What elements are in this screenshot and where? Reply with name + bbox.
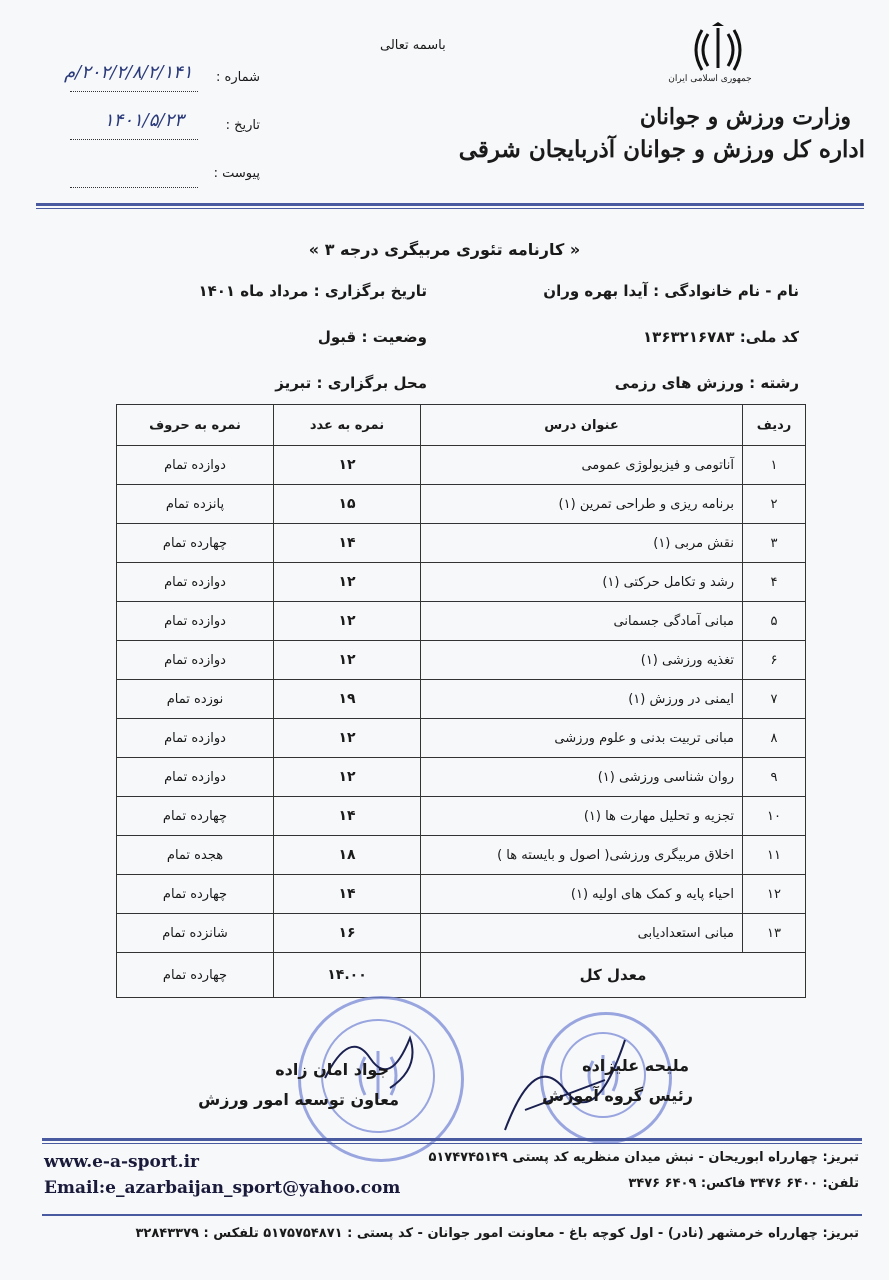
row-course: اخلاق مربیگری ورزشی( اصول و بایسته ها ) — [421, 836, 743, 875]
row-course: مبانی تربیت بدنی و علوم ورزشی — [421, 719, 743, 758]
footer-divider-thin — [42, 1143, 862, 1144]
date-label: تاریخ : — [225, 118, 260, 133]
row-numeric-grade: ۱۲ — [274, 602, 421, 641]
row-index: ۸ — [743, 719, 806, 758]
table-row — [117, 914, 806, 953]
row-index: ۲ — [743, 485, 806, 524]
row-words-grade: دوازده تمام — [117, 719, 274, 758]
row-words-grade: چهارده تمام — [117, 524, 274, 563]
row-numeric-grade: ۱۴ — [274, 797, 421, 836]
attachment-label: پیوست : — [213, 166, 260, 181]
row-numeric-grade: ۱۲ — [274, 758, 421, 797]
table-row — [117, 680, 806, 719]
footer-address-1: تبریز: چهارراه ابوریحان - نبش میدان منظریه کد پستی ۵۱۷۴۷۴۵۱۴۹ — [428, 1150, 859, 1165]
row-index: ۵ — [743, 602, 806, 641]
bismillah-text: باسمه تعالی — [380, 38, 446, 53]
status: وضعیت : قبول — [317, 328, 427, 346]
holding-date: تاریخ برگزاری : مرداد ماه ۱۴۰۱ — [198, 282, 427, 300]
row-words-grade: دوازده تمام — [117, 563, 274, 602]
row-numeric-grade: ۱۶ — [274, 914, 421, 953]
row-course: آناتومی و فیزیولوژی عمومی — [421, 446, 743, 485]
letter-number — [40, 62, 260, 94]
row-words-grade: دوازده تمام — [117, 446, 274, 485]
row-course: تغذیه ورزشی (۱) — [421, 641, 743, 680]
number-label: شماره : — [216, 70, 260, 85]
number-line — [70, 91, 198, 92]
table-header-row — [117, 405, 806, 446]
table-row — [117, 563, 806, 602]
row-words-grade: دوازده تمام — [117, 602, 274, 641]
row-index: ۳ — [743, 524, 806, 563]
row-words-grade: دوازده تمام — [117, 758, 274, 797]
row-index: ۴ — [743, 563, 806, 602]
row-numeric-grade: ۱۴ — [274, 524, 421, 563]
row-numeric-grade: ۱۲ — [274, 641, 421, 680]
row-course: برنامه ریزی و طراحی تمرین (۱) — [421, 485, 743, 524]
signature-scribble-left-icon — [320, 1018, 430, 1098]
average-words: چهارده تمام — [117, 953, 274, 998]
row-words-grade: هجده تمام — [117, 836, 274, 875]
ministry-title: وزارت ورزش و جوانان — [639, 104, 851, 130]
footer-divider — [42, 1138, 862, 1141]
table-row — [117, 446, 806, 485]
row-numeric-grade: ۱۴ — [274, 875, 421, 914]
row-words-grade: چهارده تمام — [117, 875, 274, 914]
table-row — [117, 758, 806, 797]
header-course: عنوان درس — [421, 405, 743, 446]
sport-field: رشته : ورزش های رزمی — [614, 374, 799, 392]
row-course: نقش مربی (۱) — [421, 524, 743, 563]
row-words-grade: دوازده تمام — [117, 641, 274, 680]
letter-date — [40, 110, 260, 142]
header-divider-thin — [36, 208, 864, 209]
signature-scribble-right-icon — [495, 1030, 635, 1140]
date-line — [70, 139, 198, 140]
location: محل برگزاری : تبریز — [275, 374, 427, 392]
row-index: ۱۰ — [743, 797, 806, 836]
row-words-grade: چهارده تمام — [117, 797, 274, 836]
grades-table — [116, 404, 806, 998]
row-index: ۱۳ — [743, 914, 806, 953]
row-course: احیاء پایه و کمک های اولیه (۱) — [421, 875, 743, 914]
header-numeric: نمره به عدد — [274, 405, 421, 446]
row-words-grade: شانزده تمام — [117, 914, 274, 953]
footer-email-link[interactable]: Email:e_azarbaijan_sport@yahoo.com — [44, 1178, 401, 1198]
row-numeric-grade: ۱۲ — [274, 563, 421, 602]
footer-divider-bottom — [42, 1214, 862, 1216]
row-course: تجزیه و تحلیل مهارت ها (۱) — [421, 797, 743, 836]
table-row — [117, 719, 806, 758]
national-code: کد ملی: ۱۳۶۳۲۱۶۷۸۳ — [643, 328, 799, 346]
number-value: ۲۰۲/۲/۸/۲/۱۴۱/م — [64, 62, 193, 83]
table-row — [117, 524, 806, 563]
row-course: روان شناسی ورزشی (۱) — [421, 758, 743, 797]
row-index: ۱ — [743, 446, 806, 485]
student-name: نام - نام خانوادگی : آیدا بهره وران — [543, 282, 799, 300]
date-value: ۱۴۰۱/۵/۲۳ — [104, 110, 184, 131]
header-divider — [36, 203, 864, 206]
row-course: مبانی آمادگی جسمانی — [421, 602, 743, 641]
table-row — [117, 797, 806, 836]
average-numeric: ۱۴.۰۰ — [274, 953, 421, 998]
report-title: « کارنامه تئوری مربیگری درجه ۳ » — [308, 240, 581, 259]
header-words: نمره به حروف — [117, 405, 274, 446]
row-index: ۶ — [743, 641, 806, 680]
row-words-grade: نوزده تمام — [117, 680, 274, 719]
table-row — [117, 836, 806, 875]
row-course: ایمنی در ورزش (۱) — [421, 680, 743, 719]
row-numeric-grade: ۱۲ — [274, 719, 421, 758]
row-numeric-grade: ۱۸ — [274, 836, 421, 875]
footer-address-2: تبریز: چهارراه خرمشهر (نادر) - اول کوچه باغ - معاونت امور جوانان - کد پستی : ۵۱۷۵۷۵۴۸۷۱ تلفکس : ۳۲۸۴۳۳۷۹ — [135, 1226, 859, 1241]
average-label: معدل کل — [421, 953, 806, 998]
row-numeric-grade: ۱۵ — [274, 485, 421, 524]
row-course: مبانی استعدادیابی — [421, 914, 743, 953]
row-index: ۷ — [743, 680, 806, 719]
attachment-line — [70, 187, 198, 188]
row-numeric-grade: ۱۲ — [274, 446, 421, 485]
letter-attachment — [40, 166, 260, 190]
row-index: ۱۱ — [743, 836, 806, 875]
row-numeric-grade: ۱۹ — [274, 680, 421, 719]
iran-emblem-icon — [690, 22, 746, 76]
table-row — [117, 641, 806, 680]
footer-phone-1: تلفن: ۶۴۰۰ ۳۴۷۶ فاکس: ۶۴۰۹ ۳۴۷۶ — [628, 1176, 859, 1191]
row-words-grade: پانزده تمام — [117, 485, 274, 524]
row-course: رشد و تکامل حرکتی (۱) — [421, 563, 743, 602]
footer-website-link[interactable]: www.e-a-sport.ir — [44, 1152, 199, 1172]
row-index: ۱۲ — [743, 875, 806, 914]
right-signer-name: ملیحه علیزاده — [582, 1056, 689, 1075]
table-row — [117, 602, 806, 641]
left-signer-name: جواد امان زاده — [275, 1060, 389, 1079]
right-signer-title: رئیس گروه آموزش — [542, 1086, 693, 1105]
header-idx: ردیف — [743, 405, 806, 446]
table-row — [117, 875, 806, 914]
directorate-title: اداره کل ورزش و جوانان آذربایجان شرقی — [458, 136, 865, 163]
average-row — [117, 953, 806, 998]
gov-name: جمهوری اسلامی ایران — [668, 74, 752, 84]
row-index: ۹ — [743, 758, 806, 797]
left-signer-title: معاون توسعه امور ورزش — [198, 1090, 399, 1109]
table-row — [117, 485, 806, 524]
